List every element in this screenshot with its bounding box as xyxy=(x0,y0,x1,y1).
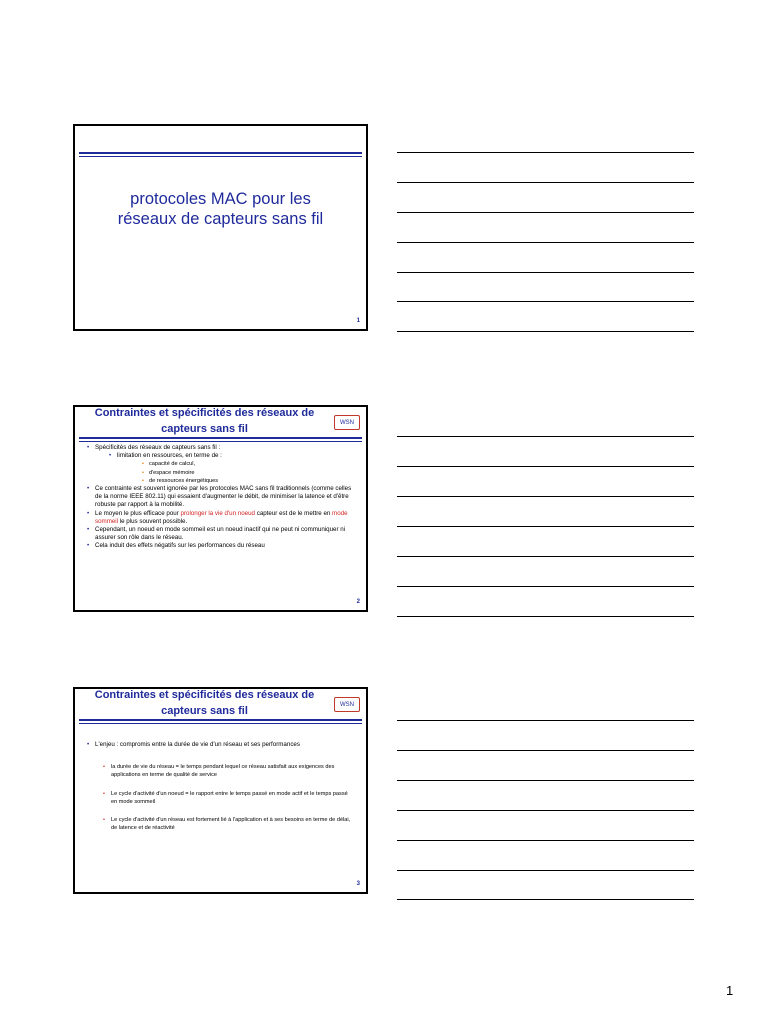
note-line xyxy=(397,586,694,587)
sub-bullet: • Le cycle d'activité d'un réseau est fortement lié à l'application et à ses besoins en terme de délai, de latence et de réactivité xyxy=(83,816,354,832)
title-line-1: Contraintes et spécificités des réseaux de xyxy=(94,407,315,419)
title-line-2: capteurs sans fil xyxy=(161,705,248,717)
note-line xyxy=(397,616,694,617)
note-line xyxy=(397,212,694,213)
sub-sub-bullet: • capacité de calcul, xyxy=(117,460,354,468)
sub-bullet: • la durée de vie du réseau = le temps pendant lequel ce réseau satisfait aux exigences des applications en terme de qualité de service xyxy=(83,763,354,779)
wsn-badge: WSN xyxy=(334,415,360,430)
bullet: • Cependant, un noeud en mode sommeil est un noeud inactif qui ne peut ni communiquer ni assurer son rôle dans le réseau. xyxy=(83,526,354,542)
note-line xyxy=(397,331,694,332)
note-line xyxy=(397,466,694,467)
note-line xyxy=(397,750,694,751)
slide-number: 2 xyxy=(356,599,360,605)
title-rule-thin xyxy=(79,723,362,724)
highlight-text: prolonger la vie d'un noeud xyxy=(180,509,255,517)
note-line xyxy=(397,556,694,557)
note-line xyxy=(397,496,694,497)
bullet: • Le moyen le plus efficace pour prolonger la vie d'un noeud capteur est de le mettre en mode sommeil le plus souvent possible. xyxy=(83,510,354,526)
slide-title xyxy=(83,687,326,719)
sub-bullet: • limitation en ressources, en terme de : • capacité de calcul, • d'espace mémoire • de ressources énergétiques xyxy=(95,452,354,485)
note-line xyxy=(397,301,694,302)
title-rule xyxy=(79,719,362,721)
bullet: • Cela induit des effets négatifs sur les performances du réseau xyxy=(83,542,354,550)
note-line xyxy=(397,870,694,871)
title-rule-thin xyxy=(79,441,362,442)
note-line xyxy=(397,436,694,437)
highlight-text: mode sommeil xyxy=(95,509,348,525)
title-line-2: réseaux de capteurs sans fil xyxy=(117,210,324,228)
note-line xyxy=(397,720,694,721)
slide-title xyxy=(83,405,326,437)
title-line-1: protocoles MAC pour les xyxy=(130,190,311,208)
title-rule-thin xyxy=(79,156,362,157)
slide-content xyxy=(83,444,354,551)
slide-number: 1 xyxy=(356,318,360,324)
sub-bullet: • Le cycle d'activité d'un noeud = le rapport entre le temps passé en mode actif et le temps passé en mode sommeil xyxy=(83,790,354,806)
sub-sub-bullet: • de ressources énergétiques xyxy=(117,477,354,485)
note-line xyxy=(397,182,694,183)
title-line-2: capteurs sans fil xyxy=(161,423,248,435)
slide-1 xyxy=(73,124,368,331)
page-number: 1 xyxy=(726,983,734,998)
note-line xyxy=(397,810,694,811)
note-line xyxy=(397,840,694,841)
title-rule xyxy=(79,437,362,439)
note-line xyxy=(397,780,694,781)
note-line xyxy=(397,526,694,527)
slide-title xyxy=(85,189,356,229)
note-line xyxy=(397,899,694,900)
slide-number: 3 xyxy=(356,881,360,887)
sub-sub-bullet: • d'espace mémoire xyxy=(117,469,354,477)
title-line-1: Contraintes et spécificités des réseaux de xyxy=(94,689,315,701)
bullet: • L'enjeu : compromis entre la durée de vie d'un réseau et ses performances xyxy=(83,741,354,749)
slide-content xyxy=(83,741,354,842)
bullet: • Ce contrainte est souvent ignorée par les protocoles MAC sans fil traditionnels (comme celles de la norme IEEE 802.11) qui essaient d'augmenter le débit, de minimiser la latence et d'être robuste par rapport à la mobilité. xyxy=(83,485,354,510)
slide-3 xyxy=(73,687,368,894)
bullet: • Spécificités des réseaux de capteurs sans fil : • limitation en ressources, en terme de : • capacité de calcul, • d'espace mémoire • de ressources énergétiques xyxy=(83,444,354,485)
wsn-badge: WSN xyxy=(334,697,360,712)
title-rule xyxy=(79,152,362,154)
note-line xyxy=(397,242,694,243)
note-line xyxy=(397,272,694,273)
note-line xyxy=(397,152,694,153)
slide-2 xyxy=(73,405,368,612)
